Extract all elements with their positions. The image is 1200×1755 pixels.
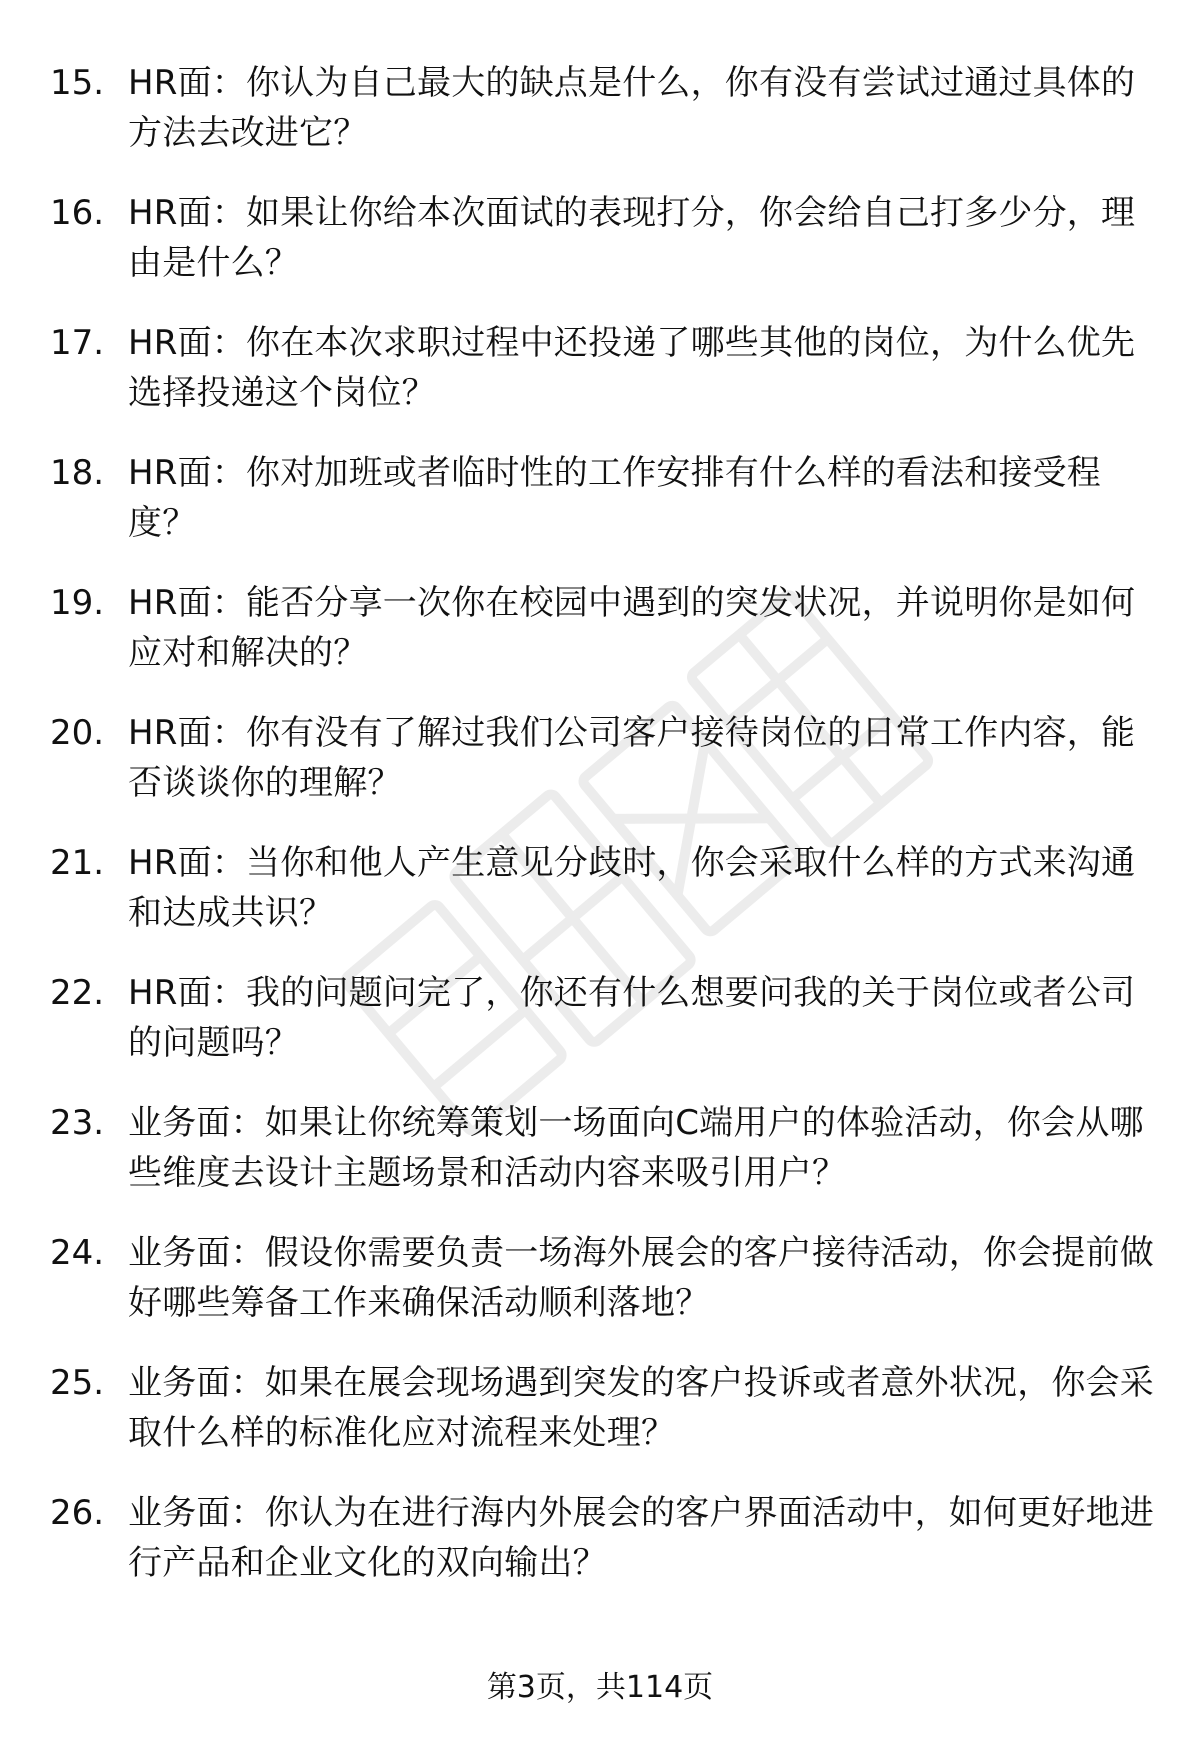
question-item — [50, 708, 1160, 838]
question-item — [50, 1358, 1160, 1488]
question-text: HR面：当你和他人产生意见分歧时，你会采取什么样的方式来沟通和达成共识？ — [128, 843, 1136, 933]
question-text: 业务面：如果在展会现场遇到突发的客户投诉或者意外状况，你会采取什么样的标准化应对流程来处理？ — [128, 1363, 1154, 1453]
question-item — [50, 1228, 1160, 1358]
question-text: 业务面：你认为在进行海内外展会的客户界面活动中，如何更好地进行产品和企业文化的双向输出？ — [128, 1493, 1154, 1583]
question-text: HR面：你对加班或者临时性的工作安排有什么样的看法和接受程度？ — [128, 453, 1101, 543]
question-number: 26. — [50, 1493, 105, 1533]
question-item — [50, 1488, 1160, 1618]
question-number: 20. — [50, 713, 105, 753]
question-list — [50, 58, 1160, 1618]
question-item — [50, 578, 1160, 708]
question-number: 23. — [50, 1103, 105, 1143]
question-text: HR面：如果让你给本次面试的表现打分，你会给自己打多少分，理由是什么？ — [128, 193, 1136, 283]
question-text: 业务面：如果让你统筹策划一场面向C端用户的体验活动，你会从哪些维度去设计主题场景和活动内容来吸引用户？ — [128, 1103, 1144, 1193]
question-text: HR面：能否分享一次你在校园中遇到的突发状况，并说明你是如何应对和解决的？ — [128, 583, 1136, 673]
page-footer — [0, 1668, 1200, 1708]
question-number: 21. — [50, 843, 105, 883]
question-number: 19. — [50, 583, 105, 623]
question-text: HR面：你认为自己最大的缺点是什么，你有没有尝试过通过具体的方法去改进它？ — [128, 63, 1136, 153]
question-text: HR面：你在本次求职过程中还投递了哪些其他的岗位，为什么优先选择投递这个岗位？ — [128, 323, 1136, 413]
question-item — [50, 968, 1160, 1098]
question-text: 业务面：假设你需要负责一场海外展会的客户接待活动，你会提前做好哪些筹备工作来确保活动顺利落地？ — [128, 1233, 1154, 1323]
question-item — [50, 1098, 1160, 1228]
question-item — [50, 318, 1160, 448]
question-text: HR面：你有没有了解过我们公司客户接待岗位的日常工作内容，能否谈谈你的理解？ — [128, 713, 1136, 803]
question-number: 17. — [50, 323, 105, 363]
question-number: 18. — [50, 453, 105, 493]
question-item — [50, 448, 1160, 578]
page-number-label: 第3页，共114页 — [486, 1670, 714, 1705]
question-number: 25. — [50, 1363, 105, 1403]
question-number: 15. — [50, 63, 105, 103]
question-number: 22. — [50, 973, 105, 1013]
question-number: 16. — [50, 193, 105, 233]
question-text: HR面：我的问题问完了，你还有什么想要问我的关于岗位或者公司的问题吗？ — [128, 973, 1136, 1063]
question-item — [50, 188, 1160, 318]
question-number: 24. — [50, 1233, 105, 1273]
question-item — [50, 838, 1160, 968]
question-item — [50, 58, 1160, 188]
